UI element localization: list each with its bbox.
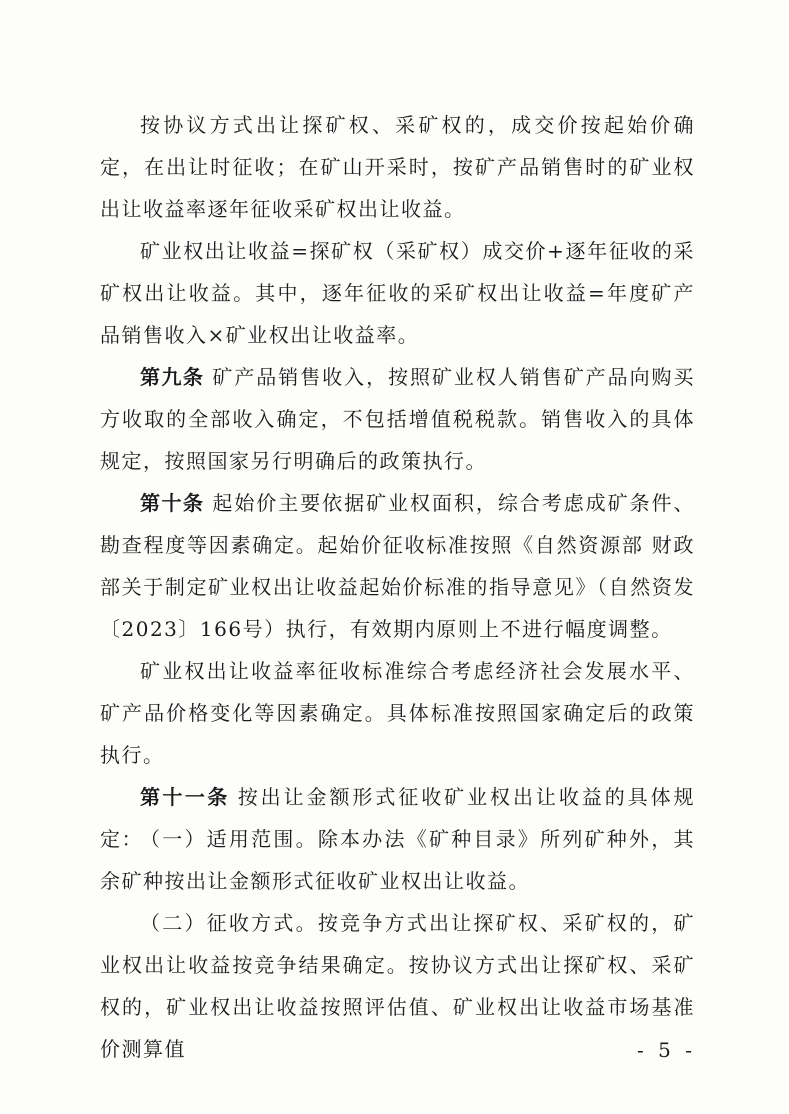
paragraph-2 <box>100 230 695 356</box>
page-number: - 5 - <box>637 1038 696 1062</box>
article-heading: 第十条 <box>140 491 205 515</box>
paragraph-text: （一）适用范围。除本办法《矿种目录》所列矿种外，其余矿种按出让金额形式征收矿业权出让收益。 <box>100 827 695 893</box>
paragraph-5 <box>100 650 695 776</box>
clause-1 <box>100 818 695 902</box>
article-9 <box>100 356 695 482</box>
paragraph-text: 按出让金额形式征收矿业权出让收益的具体规定： <box>100 785 696 851</box>
article-heading: 第九条 <box>140 365 205 389</box>
article-10 <box>100 482 695 650</box>
paragraph-text: 矿业权出让收益率征收标准综合考虑经济社会发展水平、矿产品价格变化等因素确定。具体标准按照国家确定后的政策执行。 <box>100 659 695 767</box>
clause-2 <box>100 902 695 1070</box>
paragraph-text: 矿产品销售收入，按照矿业权人销售矿产品向购买方收取的全部收入确定，不包括增值税税款。销售收入的具体规定，按照国家另行明确后的政策执行。 <box>100 365 695 473</box>
paragraph-text: 矿业权出让收益=探矿权（采矿权）成交价+逐年征收的采矿权出让收益。其中，逐年征收的采矿权出让收益=年度矿产品销售收入×矿业权出让收益率。 <box>100 239 695 347</box>
paragraph-text: 按协议方式出让探矿权、采矿权的，成交价按起始价确定，在出让时征收；在矿山开采时，按矿产品销售时的矿业权出让收益率逐年征收采矿权出让收益。 <box>100 113 695 221</box>
paragraph-text: （二）征收方式。按竞争方式出让探矿权、采矿权的，矿业权出让收益按竞争结果确定。按协议方式出让探矿权、采矿权的，矿业权出让收益按照评估值、矿业权出让收益市场基准价测算值 <box>100 911 695 1061</box>
paragraph-1 <box>100 104 695 230</box>
article-heading: 第十一条 <box>140 785 230 809</box>
paragraph-text: 起始价主要依据矿业权面积，综合考虑成矿条件、勘查程度等因素确定。起始价征收标准按照《自然资源部 财政部关于制定矿业权出让收益起始价标准的指导意见》（自然资发〔2023〕166号）执行，有效期内原则上不进行幅度调整。 <box>100 491 695 641</box>
